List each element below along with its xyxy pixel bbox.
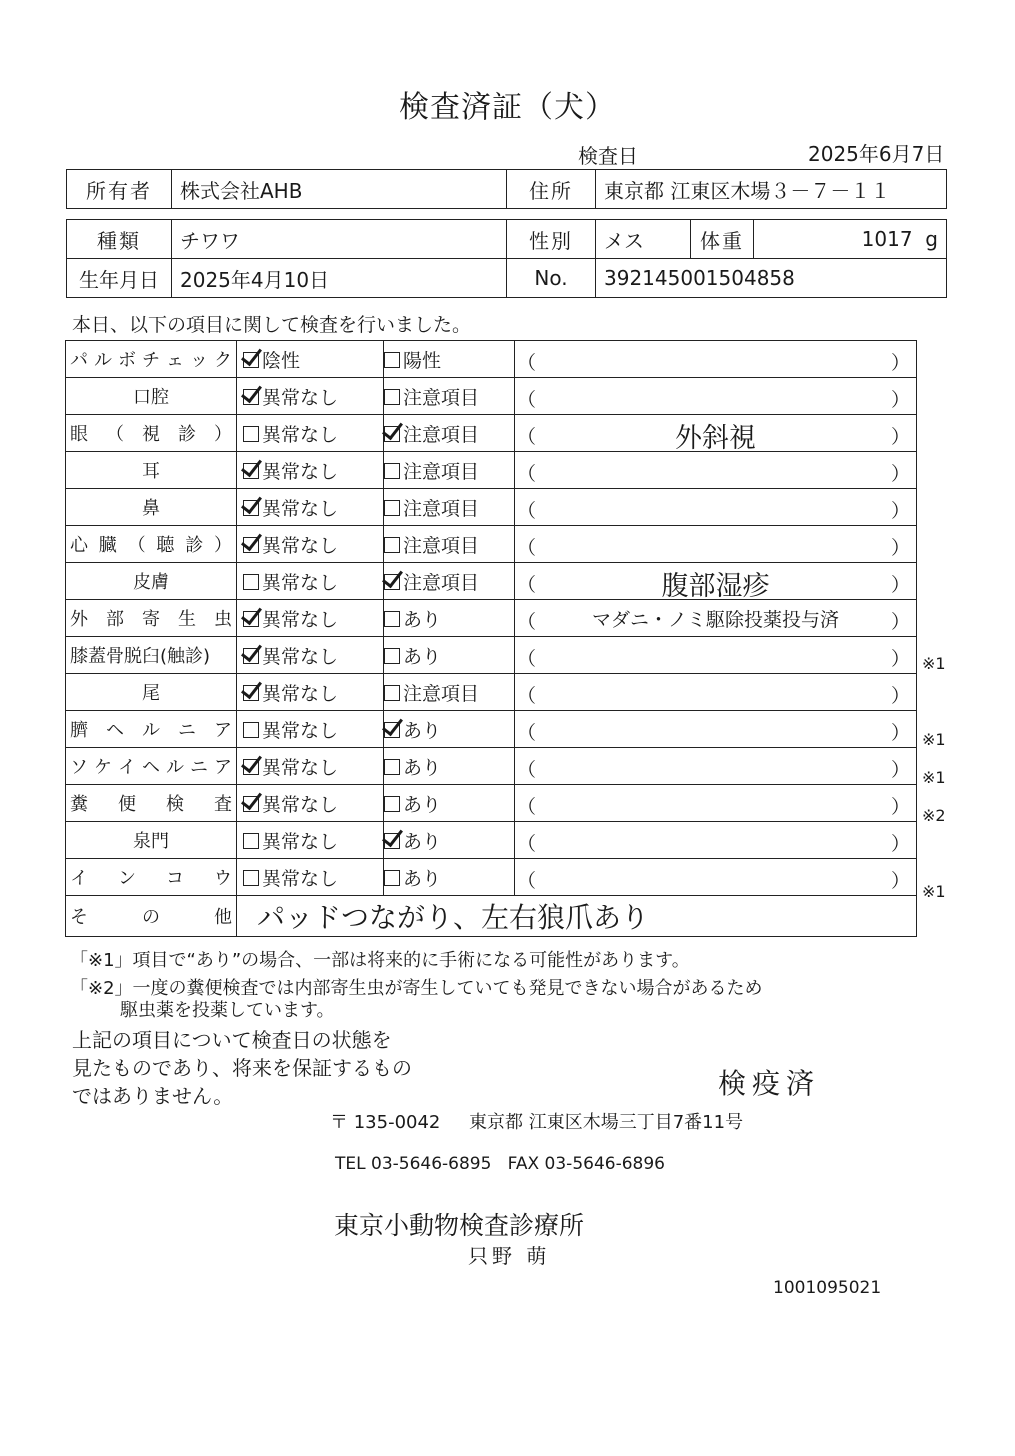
option-label: 注意項目: [403, 571, 480, 594]
item-row: [66, 711, 917, 748]
item-row: [66, 674, 917, 711]
address-label: 住所: [507, 170, 596, 209]
paren-open: （: [517, 352, 537, 374]
paren-close: ）: [890, 648, 910, 670]
weight-value: [754, 220, 947, 259]
weight-unit: g: [925, 227, 938, 251]
checkbox[interactable]: [384, 463, 400, 479]
paren-open: （: [517, 870, 537, 892]
item-note: [515, 859, 917, 896]
item-row: [66, 341, 917, 378]
paren-close: ）: [890, 759, 910, 781]
option-label: 異常なし: [262, 423, 339, 446]
item-note: [515, 378, 917, 415]
paren-close: ）: [890, 463, 910, 485]
item-label-cell: [66, 563, 237, 600]
item-option: [237, 489, 384, 526]
exam-date-value: 2025年6月7日: [808, 142, 945, 166]
checkbox[interactable]: [243, 685, 259, 701]
item-label: ソ ケ イ ヘ ル ニ ア: [70, 757, 232, 778]
item-row: [66, 859, 917, 896]
item-label-cell: [66, 711, 237, 748]
document-title: 検査済証（犬）: [399, 90, 616, 125]
clinic-name: 東京小動物検査診療所: [334, 1211, 585, 1240]
option-label: 異常なし: [262, 830, 339, 853]
item-option: [237, 452, 384, 489]
option-label: 注意項目: [403, 460, 480, 483]
other-value: パッドつながり、左右狼爪あり: [237, 896, 917, 937]
owner-table: [66, 169, 947, 209]
item-label-cell: [66, 637, 237, 674]
checkbox[interactable]: [384, 685, 400, 701]
item-option: [384, 563, 515, 600]
paren-close: ）: [890, 574, 910, 596]
item-option: [384, 785, 515, 822]
checkbox[interactable]: [243, 870, 259, 886]
item-option: [384, 637, 515, 674]
checkbox[interactable]: [384, 648, 400, 664]
option-label: 陽性: [403, 349, 442, 372]
option-label: 異常なし: [262, 534, 339, 557]
item-label: 臍 ヘ ル ニ ア: [70, 720, 232, 741]
clinic-tel: TEL 03-5646-6895: [335, 1154, 492, 1174]
item-note: [515, 415, 917, 452]
checkbox[interactable]: [243, 796, 259, 812]
paren-open: （: [517, 759, 537, 781]
weight-number: 1017: [861, 227, 913, 251]
footnote-2-cont: 駆虫薬を投薬しています。: [120, 1000, 335, 1021]
item-label: 鼻: [142, 498, 160, 519]
item-note: [515, 563, 917, 600]
item-row: [66, 563, 917, 600]
paren-close: ）: [890, 389, 910, 411]
exam-date-label: 検査日: [578, 144, 638, 168]
checkbox[interactable]: [243, 537, 259, 553]
option-label: 注意項目: [403, 386, 480, 409]
option-label: 異常なし: [262, 756, 339, 779]
checkbox[interactable]: [384, 426, 400, 442]
item-note-text: 腹部湿疹: [661, 571, 770, 602]
checkbox[interactable]: [384, 574, 400, 590]
item-label-cell: [66, 378, 237, 415]
pet-info-table: [66, 219, 947, 298]
option-label: 注意項目: [403, 423, 480, 446]
item-label-cell: [66, 415, 237, 452]
footnote-mark: ※1: [922, 768, 946, 787]
option-label: 異常なし: [262, 608, 339, 631]
item-option: [384, 452, 515, 489]
checkbox[interactable]: [243, 352, 259, 368]
inspection-items-table: [65, 340, 917, 937]
item-option: [384, 674, 515, 711]
footnote-2: 「※2」一度の糞便検査では内部寄生虫が寄生していても発見できない場合があるため: [70, 978, 763, 999]
item-label: 外 部 寄 生 虫: [70, 609, 232, 630]
option-label: 異常なし: [262, 645, 339, 668]
item-label-cell: [66, 748, 237, 785]
paren-open: （: [517, 574, 537, 596]
paren-close: ）: [890, 833, 910, 855]
quarantine-stamp: 検疫済: [718, 1067, 821, 1100]
breed-value: チワワ: [172, 220, 507, 259]
item-label: パ ル ボ チ ェ ッ ク: [70, 350, 232, 371]
birth-value: 2025年4月10日: [172, 259, 507, 298]
item-label-cell: [66, 341, 237, 378]
clinic-address: 東京都 江東区木場三丁目7番11号: [469, 1112, 744, 1133]
paren-open: （: [517, 722, 537, 744]
footnote-mark: ※1: [922, 730, 946, 749]
paren-close: ）: [890, 500, 910, 522]
option-label: 注意項目: [403, 682, 480, 705]
item-row: [66, 822, 917, 859]
checkbox[interactable]: [243, 722, 259, 738]
item-option: [384, 859, 515, 896]
item-note: [515, 600, 917, 637]
item-note: [515, 452, 917, 489]
checkbox[interactable]: [384, 537, 400, 553]
checkbox[interactable]: [243, 833, 259, 849]
paren-close: ）: [890, 611, 910, 633]
paren-close: ）: [890, 722, 910, 744]
checkbox[interactable]: [243, 389, 259, 405]
item-row: [66, 415, 917, 452]
option-label: あり: [403, 867, 442, 890]
item-option: [384, 822, 515, 859]
option-label: 異常なし: [262, 497, 339, 520]
checkbox[interactable]: [243, 426, 259, 442]
paren-open: （: [517, 389, 537, 411]
paren-open: （: [517, 833, 537, 855]
paren-open: （: [517, 648, 537, 670]
item-label: 口 腔: [133, 387, 169, 408]
item-note: [515, 822, 917, 859]
item-option: [237, 526, 384, 563]
item-row: [66, 489, 917, 526]
item-note-text: 外斜視: [675, 423, 756, 454]
item-note: [515, 748, 917, 785]
checkbox[interactable]: [243, 611, 259, 627]
item-option: [237, 415, 384, 452]
item-option: [237, 711, 384, 748]
paren-close: ）: [890, 685, 910, 707]
option-label: あり: [403, 756, 442, 779]
other-label-cell: [66, 896, 237, 937]
address-value: 東京都 江東区木場３－７－１１: [596, 170, 947, 209]
option-label: 異常なし: [262, 682, 339, 705]
item-option: [384, 415, 515, 452]
option-label: 異常なし: [262, 460, 339, 483]
clinic-fax: FAX 03-5646-6896: [507, 1154, 665, 1174]
paren-close: ）: [890, 870, 910, 892]
paren-open: （: [517, 685, 537, 707]
footnote-1: 「※1」項目で“あり”の場合、一部は将来的に手術になる可能性があります。: [70, 950, 690, 971]
intro-text: 本日、以下の項目に関して検査を行いました。: [72, 314, 472, 336]
checkbox[interactable]: [384, 500, 400, 516]
clinic-address-line: [330, 1108, 743, 1134]
paren-open: （: [517, 611, 537, 633]
item-label: 膝蓋骨脱臼(触診): [70, 646, 211, 667]
item-row: [66, 785, 917, 822]
postal-code: 〒 135-0042: [330, 1112, 441, 1133]
item-option: [237, 822, 384, 859]
option-label: あり: [403, 608, 442, 631]
item-option: [237, 859, 384, 896]
paren-open: （: [517, 796, 537, 818]
paren-close: ）: [890, 796, 910, 818]
item-label: イ ン コ ウ: [70, 868, 232, 889]
footnote-mark: ※1: [922, 654, 946, 673]
option-label: 異常なし: [262, 386, 339, 409]
item-label: 皮 膚: [133, 572, 169, 593]
item-note: [515, 637, 917, 674]
serial-number: 1001095021: [773, 1278, 882, 1298]
no-label: No.: [507, 259, 596, 298]
footnote-mark: ※1: [922, 882, 946, 901]
item-label: 耳: [142, 461, 160, 482]
sex-value: メス: [596, 220, 691, 259]
item-label: 眼 （ 視 診 ）: [70, 424, 232, 445]
item-label-cell: [66, 526, 237, 563]
item-option: [384, 711, 515, 748]
item-option: [237, 600, 384, 637]
disclaimer-line-3: ではありません。: [72, 1084, 234, 1108]
weight-label: 体重: [691, 220, 754, 259]
footnote-mark: ※2: [922, 806, 946, 825]
paren-open: （: [517, 426, 537, 448]
checkbox[interactable]: [384, 722, 400, 738]
inspector-name: 只野 萌: [468, 1244, 551, 1268]
item-label: 尾: [142, 683, 160, 704]
option-label: あり: [403, 719, 442, 742]
option-label: あり: [403, 830, 442, 853]
item-note-text: マダニ・ノミ駆除投薬投与済: [591, 609, 839, 631]
item-label-cell: [66, 600, 237, 637]
option-label: 注意項目: [403, 534, 480, 557]
checkbox[interactable]: [243, 463, 259, 479]
paren-open: （: [517, 537, 537, 559]
option-label: 異常なし: [262, 793, 339, 816]
checkbox[interactable]: [384, 833, 400, 849]
option-label: 異常なし: [262, 867, 339, 890]
item-note: [515, 674, 917, 711]
item-label: 泉 門: [133, 831, 169, 852]
checkbox[interactable]: [243, 648, 259, 664]
birth-label: 生年月日: [67, 259, 172, 298]
item-note: [515, 489, 917, 526]
item-option: [384, 378, 515, 415]
item-option: [384, 748, 515, 785]
clinic-contact: [335, 1154, 665, 1174]
item-note: [515, 785, 917, 822]
item-option: [237, 378, 384, 415]
item-option: [384, 489, 515, 526]
item-row: [66, 526, 917, 563]
paren-close: ）: [890, 426, 910, 448]
option-label: 陰性: [262, 349, 301, 372]
owner-label: 所有者: [67, 170, 172, 209]
item-label-cell: [66, 785, 237, 822]
item-note: [515, 341, 917, 378]
item-option: [237, 785, 384, 822]
item-option: [237, 674, 384, 711]
breed-label: 種類: [67, 220, 172, 259]
option-label: あり: [403, 793, 442, 816]
checkbox[interactable]: [384, 611, 400, 627]
item-row: [66, 637, 917, 674]
checkbox[interactable]: [243, 574, 259, 590]
paren-open: （: [517, 500, 537, 522]
item-option: [237, 341, 384, 378]
item-label: 糞 便 検 査: [70, 794, 232, 815]
option-label: 異常なし: [262, 719, 339, 742]
item-option: [384, 341, 515, 378]
no-value: 392145001504858: [596, 259, 947, 298]
item-row: [66, 748, 917, 785]
checkbox[interactable]: [384, 796, 400, 812]
checkbox[interactable]: [384, 389, 400, 405]
item-label: 心 臓 （ 聴 診 ）: [70, 535, 232, 556]
paren-open: （: [517, 463, 537, 485]
item-note: [515, 526, 917, 563]
item-option: [237, 748, 384, 785]
other-label: そ の 他: [70, 907, 232, 928]
paren-close: ）: [890, 352, 910, 374]
item-label-cell: [66, 674, 237, 711]
item-option: [384, 600, 515, 637]
item-option: [237, 637, 384, 674]
disclaimer-line-1: 上記の項目について検査日の状態を: [72, 1028, 392, 1052]
checkbox[interactable]: [243, 759, 259, 775]
option-label: 注意項目: [403, 497, 480, 520]
checkbox[interactable]: [384, 870, 400, 886]
disclaimer: [72, 1026, 412, 1110]
option-label: 異常なし: [262, 571, 339, 594]
item-row: [66, 452, 917, 489]
option-label: あり: [403, 645, 442, 668]
sex-label: 性別: [507, 220, 596, 259]
item-label-cell: [66, 489, 237, 526]
paren-close: ）: [890, 537, 910, 559]
owner-value: 株式会社AHB: [172, 170, 507, 209]
item-row: [66, 378, 917, 415]
item-note: [515, 711, 917, 748]
checkbox[interactable]: [243, 500, 259, 516]
item-option: [384, 526, 515, 563]
item-row: [66, 600, 917, 637]
item-option: [237, 563, 384, 600]
item-label-cell: [66, 859, 237, 896]
item-label-cell: [66, 822, 237, 859]
checkbox[interactable]: [384, 759, 400, 775]
disclaimer-line-2: 見たものであり、将来を保証するもの: [72, 1056, 412, 1080]
checkbox[interactable]: [384, 352, 400, 368]
item-label-cell: [66, 452, 237, 489]
